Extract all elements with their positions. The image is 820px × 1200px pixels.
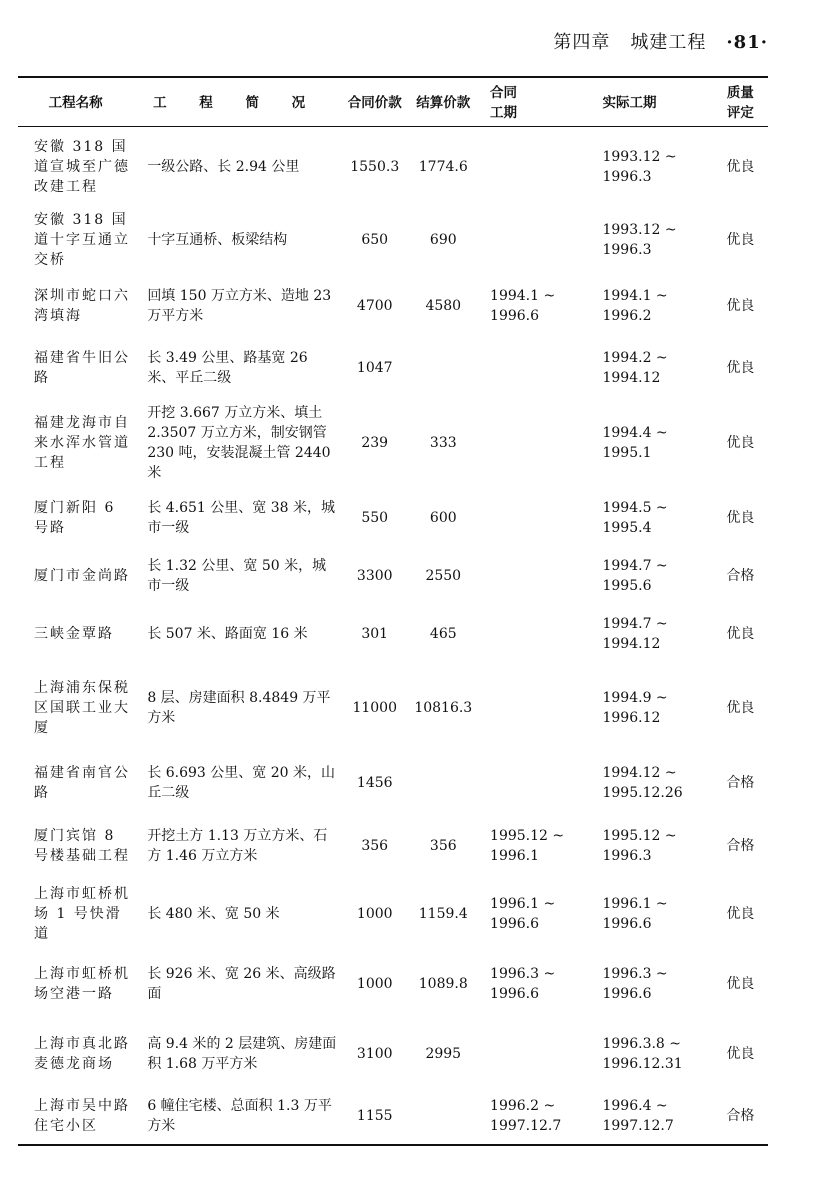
cell-contract-price: 1000	[356, 975, 393, 992]
cell-contract-period	[476, 489, 590, 547]
actual-period-line: 1996.6	[602, 985, 652, 1002]
col-header-quality-line1: 质量	[726, 85, 754, 101]
actual-period-line: 1996.12	[602, 709, 661, 726]
cell-contract-period	[476, 605, 590, 663]
actual-period-line: 1997.12.7	[602, 1118, 674, 1134]
actual-period-line: 1996.6	[602, 915, 652, 932]
cell-actual-period	[590, 397, 712, 489]
cell-settle-price: 10816.3	[414, 699, 473, 716]
cell-contract-period	[476, 949, 590, 1019]
cell-contract-price: 1550.3	[350, 158, 400, 175]
cell-project-description: 长 3.49 公里、路基宽 26 米、平丘二级	[147, 349, 308, 386]
table-row	[18, 663, 768, 753]
cell-quality-rating: 优良	[726, 158, 755, 175]
actual-period-line: 1996.1 ~	[602, 895, 668, 912]
actual-period-line: 1993.12 ~	[602, 221, 677, 238]
section-title: 城建工程	[630, 32, 707, 53]
cell-actual-period	[590, 1089, 712, 1145]
cell-contract-period	[476, 1089, 590, 1145]
cell-contract-price: 1456	[356, 774, 393, 791]
cell-settle-price: 1089.8	[418, 975, 468, 992]
cell-contract-price: 356	[361, 837, 389, 854]
cell-contract-price: 11000	[352, 699, 397, 716]
contract-period-line: 1996.3 ~	[490, 965, 556, 982]
cell-project-name: 上海市真北路麦德龙商场	[34, 1035, 130, 1072]
contract-period-line: 1996.6	[490, 915, 540, 932]
table-row	[18, 339, 768, 397]
actual-period-line: 1994.4 ~	[602, 424, 668, 441]
cell-actual-period	[590, 273, 712, 339]
actual-period-line: 1994.12	[602, 635, 661, 652]
cell-project-description: 长 926 米、宽 26 米、高级路面	[147, 965, 336, 1002]
actual-period-line: 1996.3 ~	[602, 965, 668, 982]
actual-period-line: 1994.7 ~	[602, 557, 668, 574]
table-row	[18, 397, 768, 489]
cell-settle-price: 1774.6	[418, 158, 468, 175]
table-row	[18, 753, 768, 813]
cell-actual-period	[590, 207, 712, 273]
actual-period-line: 1995.4	[602, 519, 652, 536]
actual-period-line: 1996.3	[602, 241, 652, 258]
cell-project-name: 安徽 318 国道宣城至广德改建工程	[34, 138, 130, 195]
cell-quality-rating: 优良	[726, 1045, 755, 1062]
cell-contract-period	[476, 127, 590, 207]
col-header-desc: 工 程 简 况	[135, 80, 339, 127]
cell-quality-rating: 优良	[726, 359, 755, 376]
cell-quality-rating: 优良	[726, 699, 755, 716]
cell-quality-rating: 优良	[726, 625, 755, 642]
cell-contract-price: 4700	[356, 297, 393, 314]
actual-period-line: 1996.12.31	[602, 1055, 683, 1072]
cell-quality-rating: 优良	[726, 905, 755, 922]
actual-period-line: 1995.1	[602, 444, 652, 461]
actual-period-line: 1996.4 ~	[602, 1098, 668, 1114]
actual-period-line: 1994.5 ~	[602, 499, 668, 516]
page-header	[553, 28, 768, 54]
cell-quality-rating: 合格	[713, 1089, 768, 1145]
cell-quality-rating: 优良	[726, 297, 755, 314]
cell-settle-price: 2550	[425, 567, 462, 584]
cell-project-name: 福建省南官公路	[34, 764, 130, 801]
cell-project-description: 开挖土方 1.13 万立方米、石方 1.46 万立方米	[147, 827, 328, 864]
cell-contract-period	[476, 813, 590, 879]
actual-period-line: 1996.3	[602, 847, 652, 864]
col-header-quality-line2: 评定	[726, 105, 754, 121]
cell-contract-price: 3100	[356, 1045, 393, 1062]
col-header-contract-period-line2: 工期	[490, 105, 518, 121]
cell-project-name: 上海市吴中路住宅小区	[18, 1089, 135, 1145]
cell-settle-price	[411, 1089, 477, 1145]
cell-actual-period	[590, 605, 712, 663]
cell-quality-rating: 优良	[726, 509, 755, 526]
table-body	[18, 127, 768, 1145]
cell-actual-period	[590, 127, 712, 207]
col-header-contract-price: 合同价款	[339, 80, 411, 127]
actual-period-line: 1994.12	[602, 369, 661, 386]
cell-project-description: 8 层、房建面积 8.4849 万平方米	[147, 689, 331, 726]
cell-actual-period	[590, 753, 712, 813]
actual-period-line: 1993.12 ~	[602, 148, 677, 165]
cell-project-description: 一级公路、长 2.94 公里	[147, 158, 300, 175]
cell-project-description: 长 1.32 公里、宽 50 米，城市一级	[147, 557, 327, 594]
cell-quality-rating: 合格	[726, 837, 755, 854]
cell-project-description: 开挖 3.667 万立方米、填土 2.3507 万立方米，制安钢管 230 吨，安装混凝土管 2440 米	[147, 404, 331, 481]
cell-contract-price: 650	[361, 231, 389, 248]
cell-settle-price: 356	[429, 837, 457, 854]
cell-settle-price: 4580	[425, 297, 462, 314]
cell-actual-period	[590, 813, 712, 879]
cell-contract-price: 1000	[356, 905, 393, 922]
table-row	[18, 207, 768, 273]
contract-period-line: 1996.6	[490, 985, 540, 1002]
cell-contract-price: 301	[361, 625, 389, 642]
table-header-row	[18, 80, 768, 127]
cell-quality-rating: 合格	[726, 567, 755, 584]
table-row	[18, 547, 768, 605]
cell-quality-rating: 优良	[726, 231, 755, 248]
cell-contract-price: 1155	[339, 1089, 411, 1145]
cell-project-name: 三峡金覃路	[34, 625, 114, 642]
table-row	[18, 273, 768, 339]
col-header-contract-period-line1: 合同	[490, 85, 518, 101]
cell-settle-price	[411, 753, 477, 813]
actual-period-line: 1996.3	[602, 168, 652, 185]
cell-project-name: 安徽 318 国道十字互通立交桥	[34, 211, 130, 268]
cell-project-description: 长 6.693 公里、宽 20 米，山丘二级	[147, 764, 336, 801]
cell-quality-rating: 优良	[726, 434, 755, 451]
cell-contract-period	[476, 879, 590, 949]
cell-settle-price: 600	[429, 509, 457, 526]
cell-actual-period	[590, 547, 712, 605]
cell-settle-price: 2995	[425, 1045, 462, 1062]
cell-contract-price: 550	[361, 509, 389, 526]
cell-project-name: 上海市虹桥机场空港一路	[34, 965, 130, 1002]
contract-period-line: 1996.6	[490, 307, 540, 324]
table-row	[18, 1089, 768, 1145]
cell-contract-price: 1047	[356, 359, 393, 376]
cell-contract-period	[476, 753, 590, 813]
actual-period-line: 1994.7 ~	[602, 615, 668, 632]
actual-period-line: 1995.6	[602, 577, 652, 594]
cell-actual-period	[590, 489, 712, 547]
cell-actual-period	[590, 1019, 712, 1089]
col-header-settle-price: 结算价款	[411, 80, 477, 127]
cell-project-name: 上海市虹桥机场 1 号快滑道	[34, 885, 130, 942]
cell-contract-period	[476, 339, 590, 397]
cell-project-description: 十字互通桥、板梁结构	[147, 231, 288, 248]
cell-project-name: 福建省牛旧公路	[34, 349, 130, 386]
col-header-name: 工程名称	[18, 80, 135, 127]
cell-contract-period	[476, 273, 590, 339]
cell-contract-period	[476, 547, 590, 605]
table-row	[18, 127, 768, 207]
cell-settle-price: 333	[429, 434, 457, 451]
table-row	[18, 949, 768, 1019]
projects-table	[18, 80, 768, 1146]
cell-contract-period	[476, 397, 590, 489]
cell-project-name: 上海浦东保税区国联工业大厦	[34, 679, 130, 736]
contract-period-line: 1997.12.7	[490, 1118, 562, 1134]
col-header-quality	[713, 80, 768, 127]
table-row	[18, 879, 768, 949]
contract-period-line: 1994.1 ~	[490, 287, 556, 304]
chapter-label: 第四章	[553, 32, 611, 53]
cell-project-name: 厦门宾馆 8 号楼基础工程	[34, 827, 130, 864]
cell-project-name: 厦门新阳 6 号路	[34, 499, 116, 536]
cell-project-description: 6 幢住宅楼、总面积 1.3 万平方米	[135, 1089, 339, 1145]
cell-settle-price: 690	[429, 231, 457, 248]
cell-contract-price: 3300	[356, 567, 393, 584]
cell-actual-period	[590, 879, 712, 949]
actual-period-line: 1994.1 ~	[602, 287, 668, 304]
col-header-actual-period: 实际工期	[590, 80, 712, 127]
actual-period-line: 1994.9 ~	[602, 689, 668, 706]
contract-period-line: 1996.2 ~	[490, 1098, 556, 1114]
actual-period-line: 1995.12 ~	[602, 827, 677, 844]
actual-period-line: 1994.12 ~	[602, 764, 677, 781]
cell-settle-price: 465	[429, 625, 457, 642]
cell-project-description: 回填 150 万立方米、造地 23 万平方米	[147, 287, 332, 324]
cell-project-description: 长 4.651 公里、宽 38 米，城市一级	[147, 499, 336, 536]
actual-period-line: 1996.2	[602, 307, 652, 324]
page-number: ·81·	[726, 32, 768, 53]
actual-period-line: 1994.2 ~	[602, 349, 668, 366]
cell-project-name: 福建龙海市自来水浑水管道工程	[34, 414, 130, 471]
cell-project-description: 长 480 米、宽 50 米	[147, 905, 280, 922]
cell-contract-price: 239	[361, 434, 389, 451]
cell-actual-period	[590, 339, 712, 397]
cell-project-description: 高 9.4 米的 2 层建筑、房建面积 1.68 万平方米	[147, 1035, 337, 1072]
contract-period-line: 1996.1 ~	[490, 895, 556, 912]
cell-actual-period	[590, 663, 712, 753]
actual-period-line: 1996.3.8 ~	[602, 1035, 682, 1052]
contract-period-line: 1996.1	[490, 847, 540, 864]
header-rule	[18, 76, 768, 78]
cell-contract-period	[476, 663, 590, 753]
table-row	[18, 605, 768, 663]
table-row	[18, 489, 768, 547]
cell-settle-price	[411, 339, 477, 397]
cell-contract-period	[476, 1019, 590, 1089]
actual-period-line: 1995.12.26	[602, 784, 683, 801]
table-row	[18, 813, 768, 879]
contract-period-line: 1995.12 ~	[490, 827, 565, 844]
cell-project-name: 深圳市蛇口六湾填海	[34, 287, 130, 324]
cell-actual-period	[590, 949, 712, 1019]
cell-quality-rating: 合格	[726, 774, 755, 791]
col-header-contract-period	[476, 80, 590, 127]
cell-quality-rating: 优良	[726, 975, 755, 992]
cell-project-name: 厦门市金尚路	[34, 567, 130, 584]
cell-contract-period	[476, 207, 590, 273]
table-row	[18, 1019, 768, 1089]
cell-project-description: 长 507 米、路面宽 16 米	[147, 625, 308, 642]
cell-settle-price: 1159.4	[418, 905, 468, 922]
